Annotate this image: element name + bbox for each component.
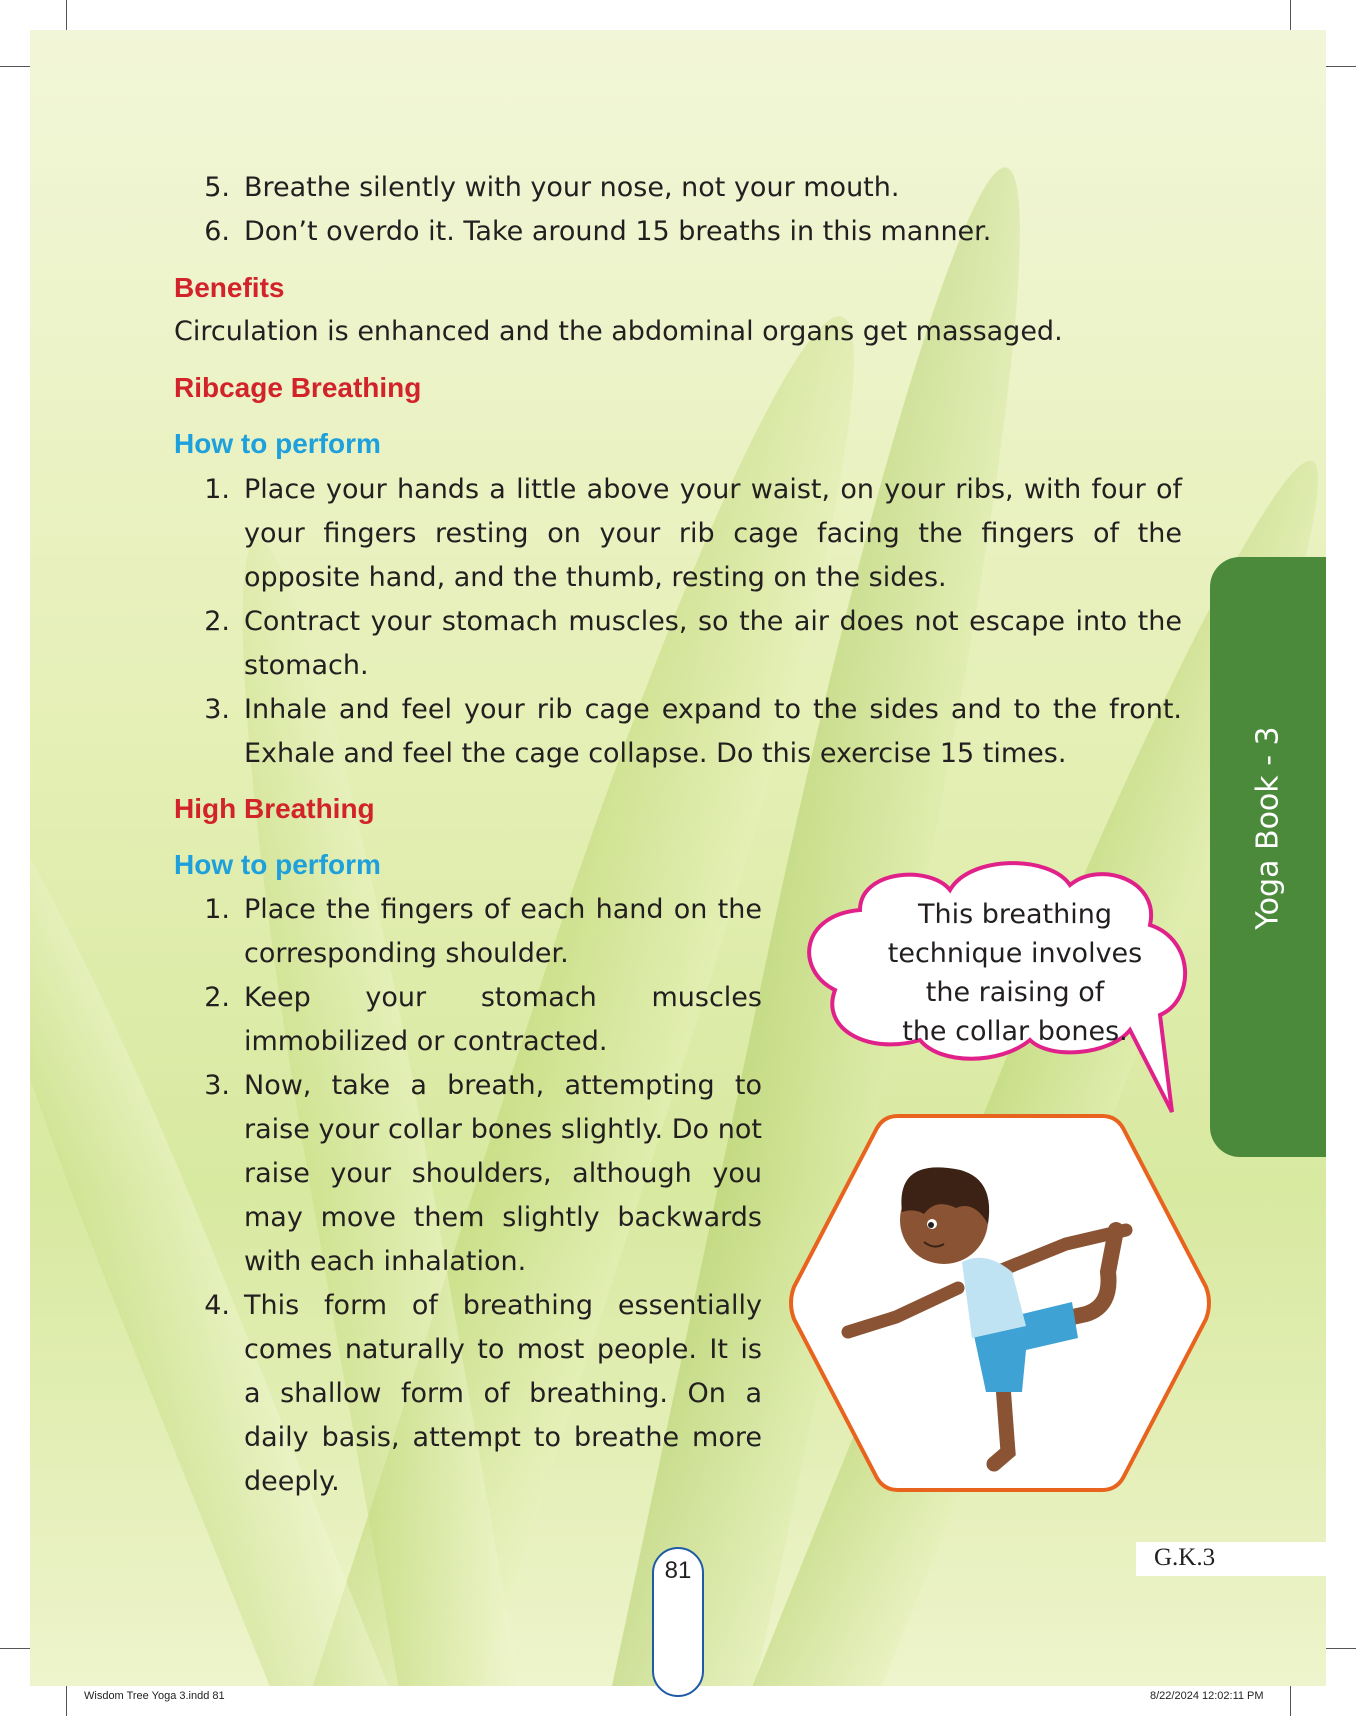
benefits-text: Circulation is enhanced and the abdominal organs get massaged.: [174, 316, 1063, 347]
step-number: 5.: [204, 172, 230, 203]
yoga-illustration: [786, 1112, 1214, 1494]
step-number: 3.: [204, 694, 230, 725]
bubble-line: the collar bones.: [902, 1016, 1128, 1047]
bubble-line: This breathing: [917, 899, 1112, 930]
ribcage-subheading: How to perform: [174, 428, 381, 459]
slug-left: Wisdom Tree Yoga 3.indd 81: [84, 1690, 225, 1702]
series-label: [1136, 1542, 1326, 1576]
step-text: This form of breathing essentially comes naturally to most people. It is a shallow form of breathing. On a daily basis, attempt to breathe more deeply.: [244, 1290, 762, 1497]
page-number-text: 81: [664, 1557, 692, 1584]
slug-right: 8/22/2024 12:02:11 PM: [1150, 1690, 1264, 1702]
benefits-heading: Benefits: [174, 272, 285, 303]
step-text: Now, take a breath, attempting to raise your collar bones slightly. Do not raise your shoulders, although you may move them slightly backwards with each inhalation.: [244, 1070, 762, 1277]
step-text: Contract your stomach muscles, so the air does not escape into the stomach.: [244, 606, 1182, 681]
bubble-line: technique involves: [887, 938, 1143, 969]
bubble-line: the raising of: [925, 977, 1105, 1008]
step-number: 6.: [204, 216, 230, 247]
step-text: Breathe silently with your nose, not your mouth.: [244, 172, 900, 203]
step-number: 2.: [204, 982, 230, 1013]
high-breathing-subheading: How to perform: [174, 849, 381, 880]
ribcage-heading: Ribcage Breathing: [174, 372, 422, 403]
step-number: 4.: [204, 1290, 230, 1321]
high-breathing-heading: High Breathing: [174, 793, 375, 824]
side-tab-label: Yoga Book - 3: [1250, 726, 1286, 930]
step-number: 3.: [204, 1070, 230, 1101]
step-number: 2.: [204, 606, 230, 637]
step-text: Place the fingers of each hand on the corresponding shoulder.: [244, 894, 762, 969]
step-text: Place your hands a little above your waist, on your ribs, with four of your fingers resting on your rib cage facing the fingers of the opposite hand, and the thumb, resting on the sides.: [244, 474, 1182, 593]
bubble-text: [870, 895, 1160, 1051]
step-text: Keep your stomach muscles immobilized or contracted.: [244, 982, 762, 1057]
step-number: 1.: [204, 894, 230, 925]
page-number: [652, 1547, 704, 1697]
child-pupil: [928, 1222, 934, 1228]
step-text: Don’t overdo it. Take around 15 breaths in this manner.: [244, 216, 992, 247]
step-text: Inhale and feel your rib cage expand to the sides and to the front. Exhale and feel the cage collapse. Do this exercise 15 times.: [244, 694, 1182, 769]
series-label-text: G.K.3: [1154, 1544, 1216, 1571]
step-number: 1.: [204, 474, 230, 505]
